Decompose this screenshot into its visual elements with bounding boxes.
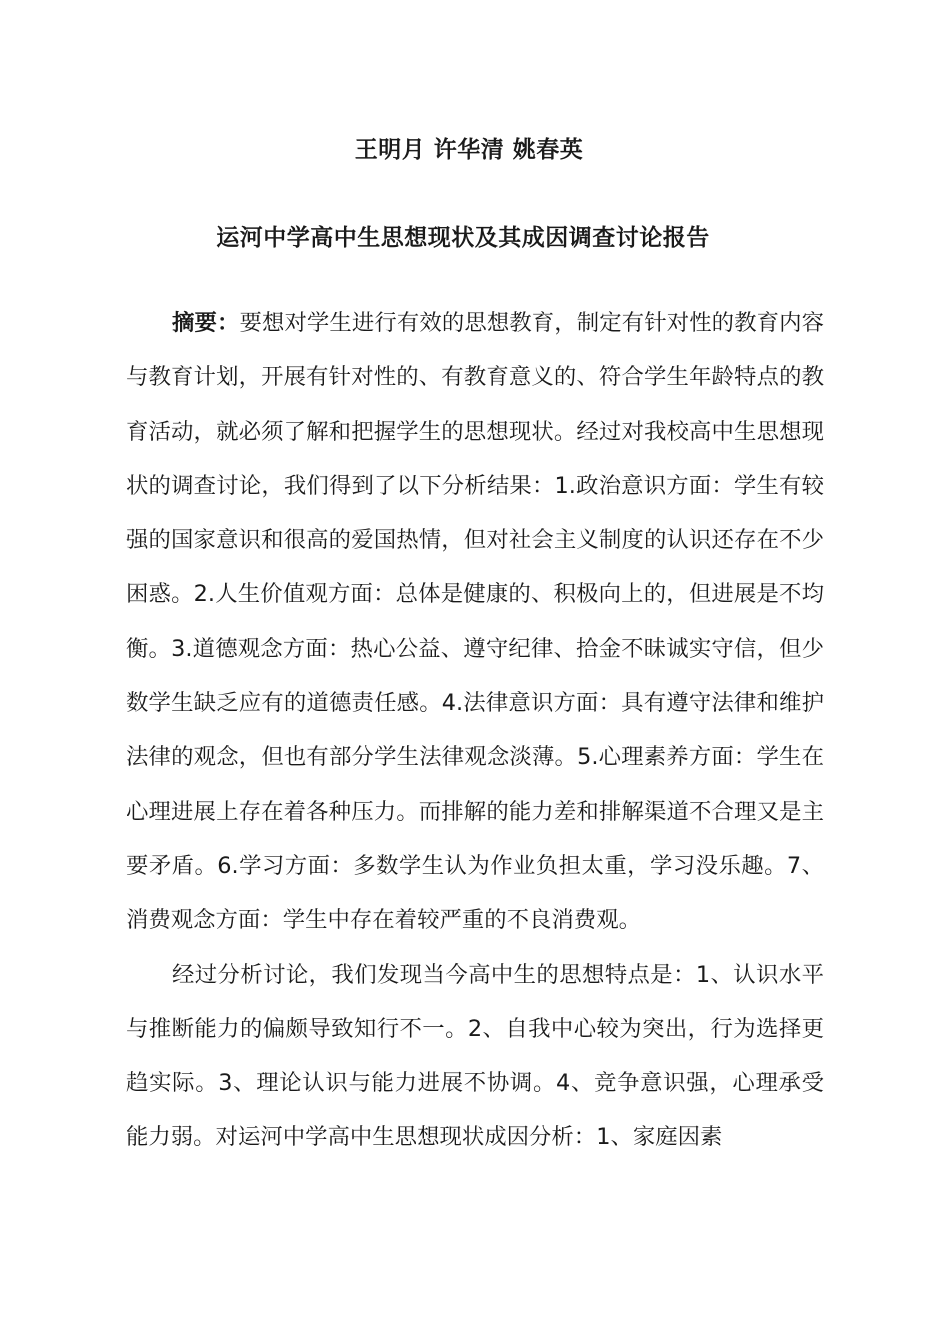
analysis-paragraph: 经过分析讨论，我们发现当今高中生的思想特点是：1、认识水平与推断能力的偏颇导致知行不一。2、自我中心较为突出，行为选择更趋实际。3、理论认识与能力进展不协调。4、竞争意识强，心理承受能力弱。对运河中学高中生思想现状成因分析：1、家庭因素 — [126, 961, 824, 1151]
abstract-text: 要想对学生进行有效的思想教育，制定有针对性的教育内容与教育计划，开展有针对性的、有教育意义的、符合学生年龄特点的教育活动，就必须了解和把握学生的思想现状。经过对我校高中生思想现状的调查讨论，我们得到了以下分析结果：1.政治意识方面：学生有较强的国家意识和很高的爱国热情，但对社会主义制度的认识还存在不少困惑。2.人生价值观方面：总体是健康的、积极向上的，但进展是不均衡。3.道德观念方面：热心公益、遵守纪律、拾金不昧诚实守信，但少数学生缺乏应有的道德责任感。4.法律意识方面：具有遵守法律和维护法律的观念，但也有部分学生法律观念淡薄。5.心理素养方面：学生在心理进展上存在着各种压力。而排解的能力差和排解渠道不合理又是主要矛盾。6.学习方面：多数学生认为作业负担太重，学习没乐趣。7、消费观念方面：学生中存在着较严重的不良消费观。 — [126, 310, 825, 934]
abstract-paragraph — [126, 296, 824, 948]
author-names: 王明月 许华清 姚春英 — [354, 137, 584, 163]
abstract-label: 摘要： — [172, 310, 240, 336]
report-body — [126, 296, 824, 1165]
report-title: 运河中学高中生思想现状及其成因调查讨论报告 — [216, 225, 710, 251]
